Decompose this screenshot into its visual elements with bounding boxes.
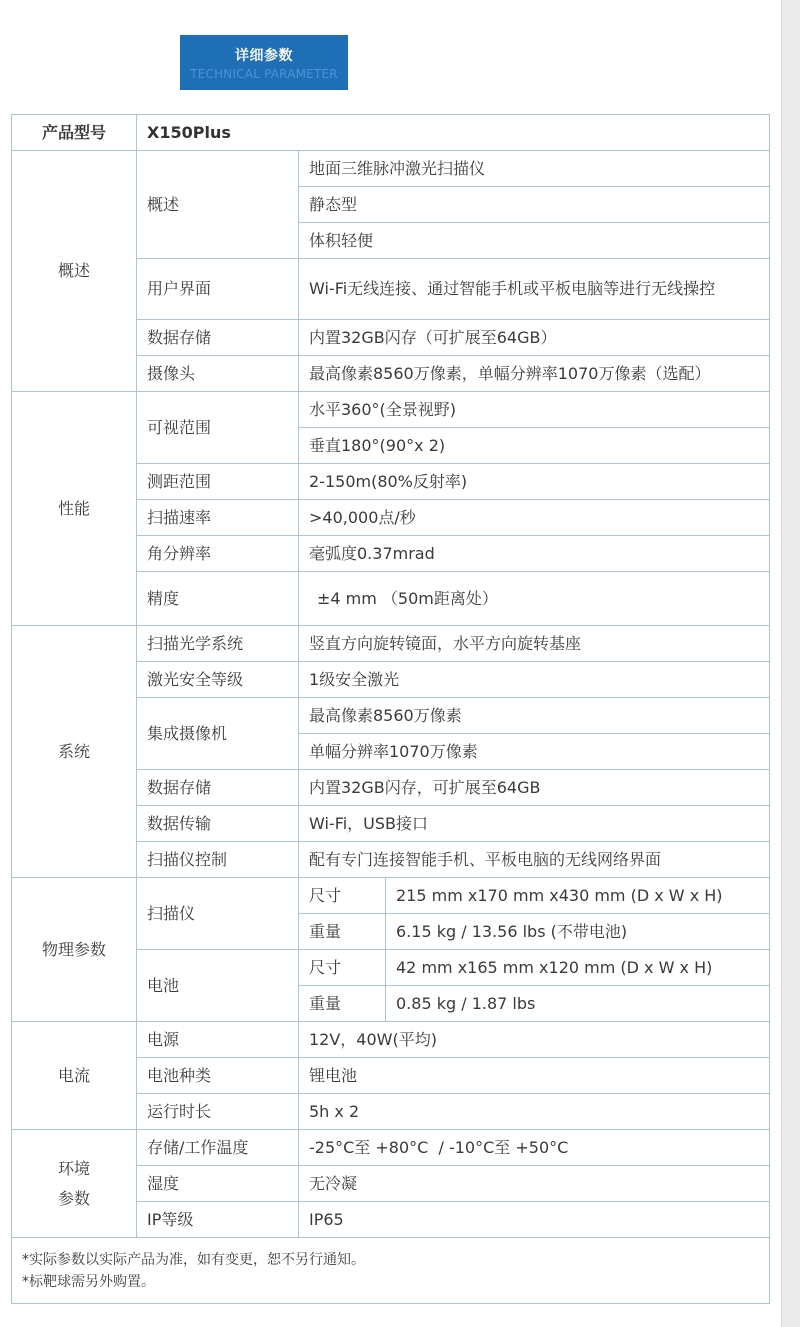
row-label: 数据存储 [137, 770, 299, 806]
badge-title: 详细参数 [235, 48, 293, 64]
row-value: 地面三维脉冲激光扫描仪 [299, 151, 770, 187]
row-label: 摄像头 [137, 356, 299, 392]
row-value: 垂直180°(90°x 2) [299, 428, 770, 464]
group-power: 电流 [12, 1022, 137, 1130]
row-label: 数据存储 [137, 320, 299, 356]
group-environment [12, 1130, 137, 1238]
row-value: 配有专门连接智能手机、平板电脑的无线网络界面 [299, 842, 770, 878]
row-value: 最高像素8560万像素 [299, 698, 770, 734]
group-environment-line1: 环境 [57, 1158, 90, 1178]
row-label: 概述 [137, 151, 299, 259]
row-value: 2-150m(80%反射率) [299, 464, 770, 500]
group-system: 系统 [12, 626, 137, 878]
row-value: IP65 [299, 1202, 770, 1238]
scrollbar-track[interactable] [781, 0, 800, 1327]
table-row [12, 1130, 770, 1166]
spec-table [11, 114, 770, 1304]
row-label: 运行时长 [137, 1094, 299, 1130]
table-row [12, 878, 770, 914]
badge-subtitle: TECHNICAL PARAMETER [190, 67, 338, 81]
row-sublabel: 尺寸 [299, 878, 386, 914]
row-value: Wi-Fi，USB接口 [299, 806, 770, 842]
note-text: *实际参数以实际产品为准，如有变更，恕不另行通知。 [22, 1251, 365, 1268]
row-label: 可视范围 [137, 392, 299, 464]
row-label: 扫描仪控制 [137, 842, 299, 878]
row-value: >40,000点/秒 [299, 500, 770, 536]
row-value: 毫弧度0.37mrad [299, 536, 770, 572]
note-text: *标靶球需另外购置。 [22, 1273, 155, 1290]
row-label: 数据传输 [137, 806, 299, 842]
row-label: IP等级 [137, 1202, 299, 1238]
row-value: 6.15 kg / 13.56 lbs (不带电池) [386, 914, 770, 950]
row-value: 最高像素8560万像素，单幅分辨率1070万像素（选配） [299, 356, 770, 392]
row-value: 静态型 [299, 187, 770, 223]
row-value: 内置32GB闪存，可扩展至64GB [299, 770, 770, 806]
row-sublabel: 尺寸 [299, 950, 386, 986]
row-value: 锂电池 [299, 1058, 770, 1094]
table-row [12, 151, 770, 187]
row-label: 测距范围 [137, 464, 299, 500]
row-label: 扫描仪 [137, 878, 299, 950]
row-label: 湿度 [137, 1166, 299, 1202]
section-badge [180, 35, 348, 90]
group-performance: 性能 [12, 392, 137, 626]
row-value: 无冷凝 [299, 1166, 770, 1202]
group-environment-line2: 参数 [57, 1188, 90, 1208]
table-row [12, 115, 770, 151]
row-value: -25°C至 +80°C / -10°C至 +50°C [299, 1130, 770, 1166]
row-value: 竖直方向旋转镜面，水平方向旋转基座 [299, 626, 770, 662]
row-value: 42 mm x165 mm x120 mm (D x W x H) [386, 950, 770, 986]
row-value: Wi-Fi无线连接、通过智能手机或平板电脑等进行无线操控 [299, 259, 770, 320]
row-value: 水平360°(全景视野) [299, 392, 770, 428]
row-label: 角分辨率 [137, 536, 299, 572]
table-row [12, 626, 770, 662]
row-label: 激光安全等级 [137, 662, 299, 698]
row-label: 精度 [137, 572, 299, 626]
row-value: 1级安全激光 [299, 662, 770, 698]
row-label: 扫描光学系统 [137, 626, 299, 662]
row-label: 电池 [137, 950, 299, 1022]
row-label: 电源 [137, 1022, 299, 1058]
row-value: 12V，40W(平均) [299, 1022, 770, 1058]
row-label: 用户界面 [137, 259, 299, 320]
row-label: 集成摄像机 [137, 698, 299, 770]
row-value: 0.85 kg / 1.87 lbs [386, 986, 770, 1022]
group-overview: 概述 [12, 151, 137, 392]
row-label: 存储/工作温度 [137, 1130, 299, 1166]
row-sublabel: 重量 [299, 914, 386, 950]
row-value: ±4 mm （50m距离处） [299, 572, 770, 626]
notes-cell [12, 1238, 770, 1304]
group-physical: 物理参数 [12, 878, 137, 1022]
model-label: 产品型号 [12, 115, 137, 151]
row-value: 单幅分辨率1070万像素 [299, 734, 770, 770]
row-sublabel: 重量 [299, 986, 386, 1022]
row-value: 215 mm x170 mm x430 mm (D x W x H) [386, 878, 770, 914]
model-value: X150Plus [137, 115, 770, 151]
row-label: 扫描速率 [137, 500, 299, 536]
row-value: 内置32GB闪存（可扩展至64GB） [299, 320, 770, 356]
row-value: 体积轻便 [299, 223, 770, 259]
table-row [12, 1022, 770, 1058]
row-value: 5h x 2 [299, 1094, 770, 1130]
row-label: 电池种类 [137, 1058, 299, 1094]
table-row [12, 392, 770, 428]
table-row [12, 1238, 770, 1304]
